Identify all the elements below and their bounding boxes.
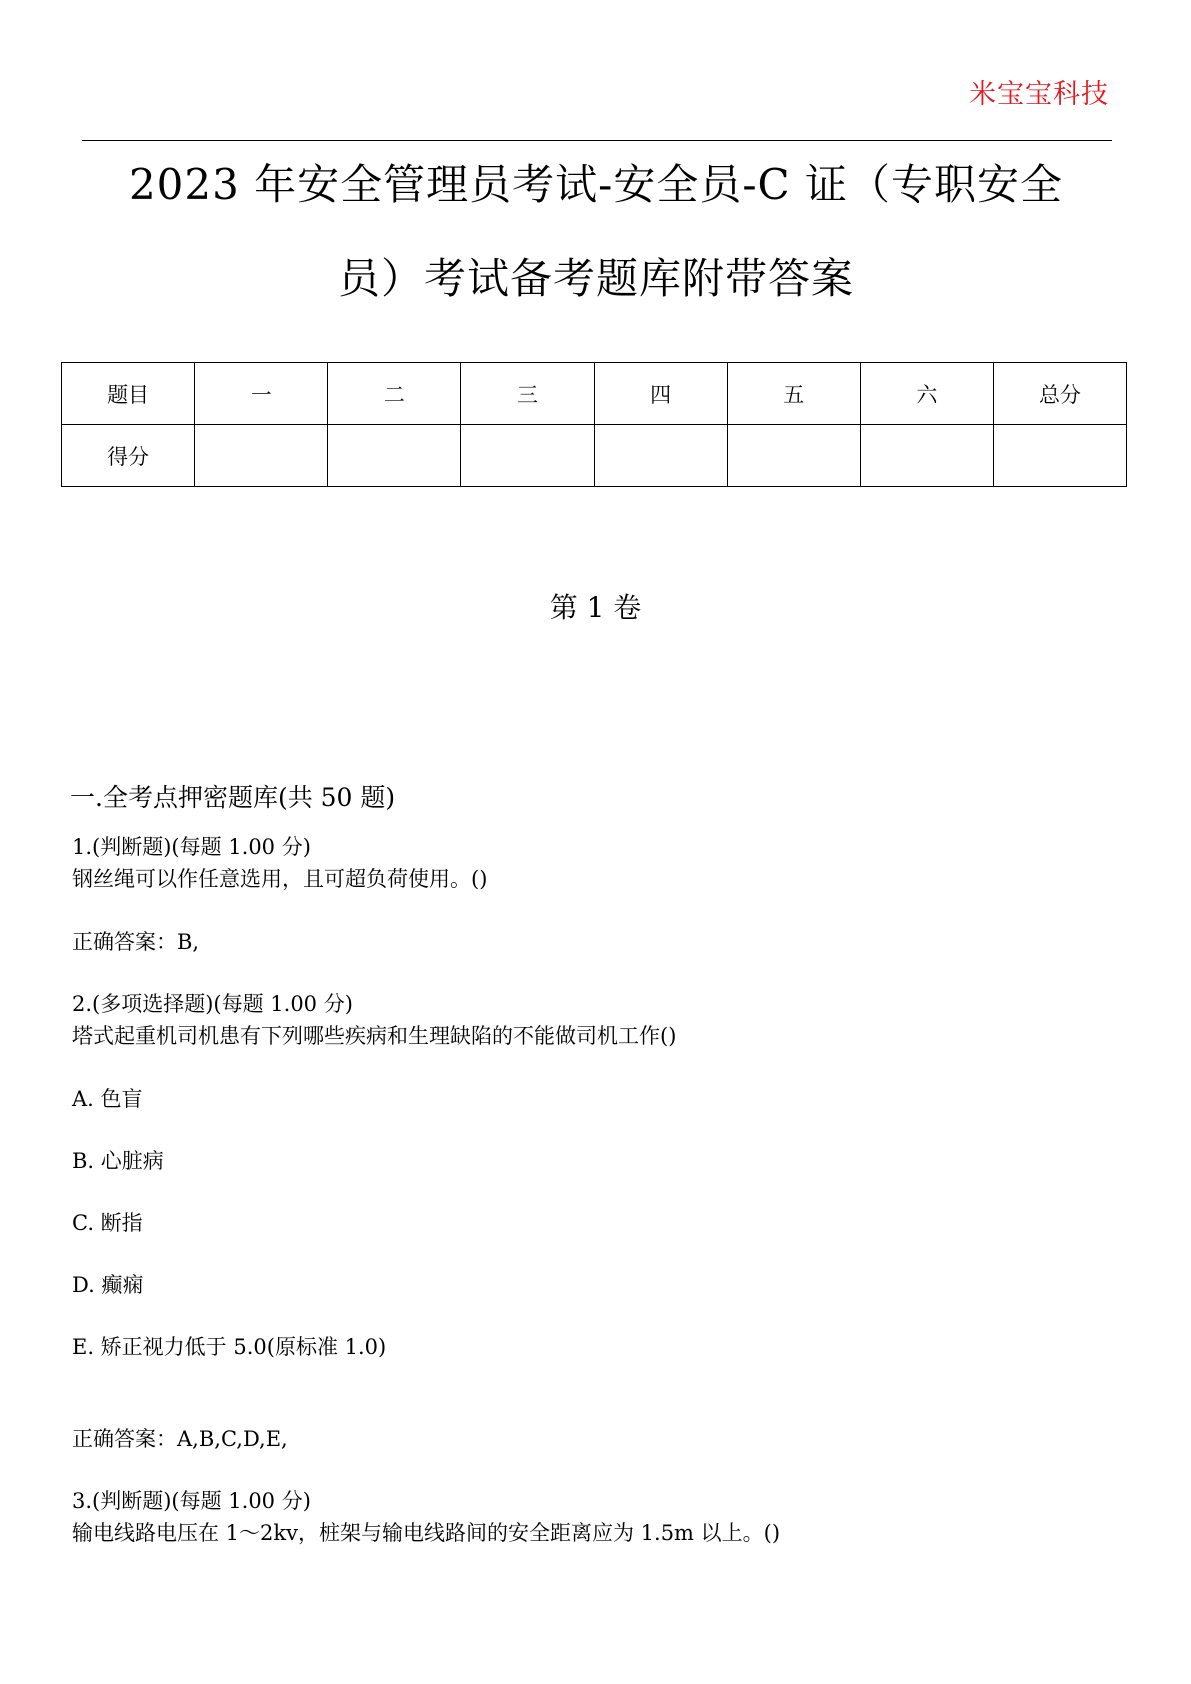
score-cell <box>727 425 860 487</box>
header-cell: 六 <box>860 363 993 425</box>
title-line-2: 员）考试备考题库附带答案 <box>337 254 854 303</box>
header-cell: 三 <box>461 363 594 425</box>
score-cell <box>993 425 1126 487</box>
question-2-option-a: A. 色盲 <box>72 1087 143 1111</box>
header-cell: 四 <box>594 363 727 425</box>
question-1-answer: 正确答案：B, <box>72 930 200 954</box>
header-cell: 五 <box>727 363 860 425</box>
question-2-text: 塔式起重机司机患有下列哪些疾病和生理缺陷的不能做司机工作() <box>72 1024 677 1048</box>
question-1-text: 钢丝绳可以作任意选用，且可超负荷使用。() <box>72 867 488 891</box>
question-2-option-e: E. 矫正视力低于 5.0(原标准 1.0) <box>72 1335 387 1359</box>
question-2-header: 2.(多项选择题)(每题 1.00 分) <box>72 992 353 1016</box>
question-2-option-d: D. 癫痫 <box>72 1273 144 1297</box>
score-cell <box>195 425 328 487</box>
score-cell <box>594 425 727 487</box>
header-cell: 题目 <box>62 363 195 425</box>
title-line-1: 2023 年安全管理员考试-安全员-C 证（专职安全 <box>128 160 1064 209</box>
document-title <box>70 138 1122 326</box>
question-3-header: 3.(判断题)(每题 1.00 分) <box>72 1489 311 1513</box>
score-row-label: 得分 <box>62 425 195 487</box>
header-cell: 总分 <box>993 363 1126 425</box>
question-1-header: 1.(判断题)(每题 1.00 分) <box>72 835 311 859</box>
header-cell: 一 <box>195 363 328 425</box>
score-table-score-row <box>62 425 1127 487</box>
header-cell: 二 <box>328 363 461 425</box>
score-table-header-row <box>62 363 1127 425</box>
question-2-answer: 正确答案：A,B,C,D,E, <box>72 1427 288 1451</box>
volume-label: 第 1 卷 <box>549 591 642 624</box>
score-cell <box>328 425 461 487</box>
watermark-logo: 米宝宝科技 <box>969 79 1109 110</box>
question-3-text: 输电线路电压在 1～2kv，桩架与输电线路间的安全距离应为 1.5m 以上。() <box>72 1521 781 1545</box>
score-cell <box>860 425 993 487</box>
score-cell <box>461 425 594 487</box>
section-title: 一.全考点押密题库(共 50 题) <box>70 783 396 812</box>
question-2-option-c: C. 断指 <box>72 1211 143 1235</box>
score-table <box>61 362 1127 487</box>
question-2-option-b: B. 心脏病 <box>72 1149 164 1173</box>
